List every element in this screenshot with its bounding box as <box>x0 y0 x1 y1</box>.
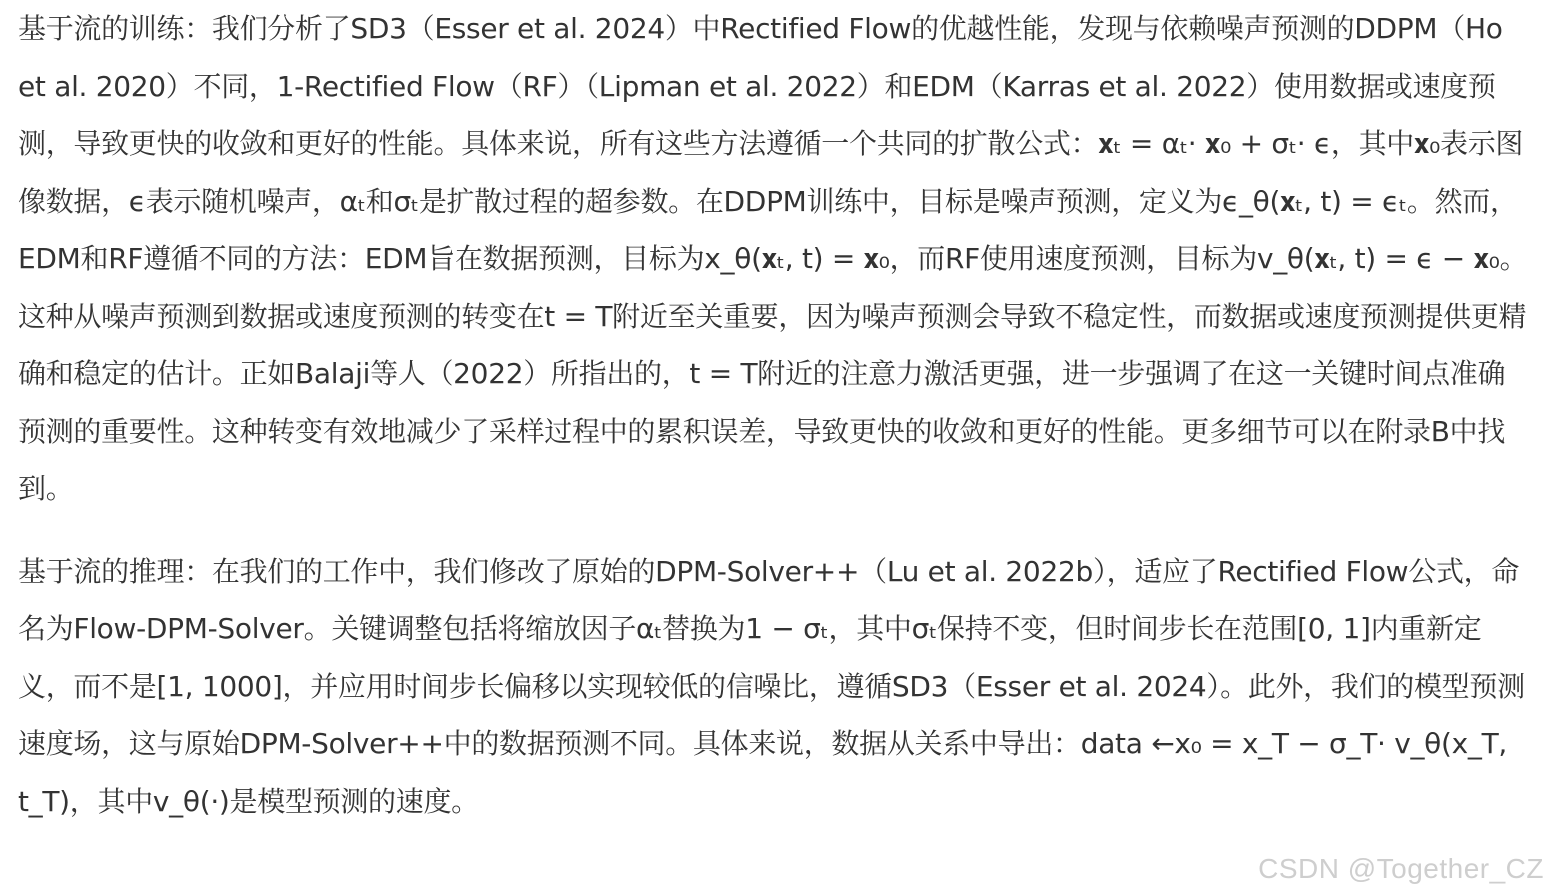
paragraph-flow-inference: 基于流的推理：在我们的工作中，我们修改了原始的DPM-Solver++（Lu et al. 2022b），适应了Rectified Flow公式，命名为Flow-DPM-Solver。关键调整包括将缩放因子αₜ替换为1 − σₜ，其中σₜ保持不变，但时间步长在范围[0, 1]内重新定义，而不是[1, 1000]，并应用时间步长偏移以实现较低的信噪比，遵循SD3（Esser et al. 2024）。此外，我们的模型预测速度场，这与原始DPM-Solver++中的数据预测不同。具体来说，数据从关系中导出：data ←x₀ = x_T − σ_T· v_θ(x_T, t_T)，其中v_θ(·)是模型预测的速度。 <box>18 554 1525 818</box>
paragraph-flow-training: 基于流的训练：我们分析了SD3（Esser et al. 2024）中Rectified Flow的优越性能，发现与依赖噪声预测的DDPM（Ho et al. 2020）不同，1-Rectified Flow（RF）（Lipman et al. 2022）和EDM（Karras et al. 2022）使用数据或速度预测，导致更快的收敛和更好的性能。具体来说，所有这些方法遵循一个共同的扩散公式：𝐱ₜ = αₜ· 𝐱₀ + σₜ· ϵ，其中𝐱₀表示图像数据，ϵ表示随机噪声，αₜ和σₜ是扩散过程的超参数。在DDPM训练中，目标是噪声预测，定义为ϵ_θ(𝐱ₜ, t) = ϵₜ。然而，EDM和RF遵循不同的方法：EDM旨在数据预测，目标为x_θ(𝐱ₜ, t) = 𝐱₀，而RF使用速度预测，目标为v_θ(𝐱ₜ, t) = ϵ − 𝐱₀。这种从噪声预测到数据或速度预测的转变在t = T附近至关重要，因为噪声预测会导致不稳定性，而数据或速度预测提供更精确和稳定的估计。正如Balaji等人（2022）所指出的，t = T附近的注意力激活更强，进一步强调了在这一关键时间点准确预测的重要性。这种转变有效地减少了采样过程中的累积误差，导致更快的收敛和更好的性能。更多细节可以在附录B中找到。 <box>18 12 1528 505</box>
article-body <box>18 0 1528 830</box>
csdn-watermark: CSDN @Together_CZ <box>1258 853 1544 884</box>
